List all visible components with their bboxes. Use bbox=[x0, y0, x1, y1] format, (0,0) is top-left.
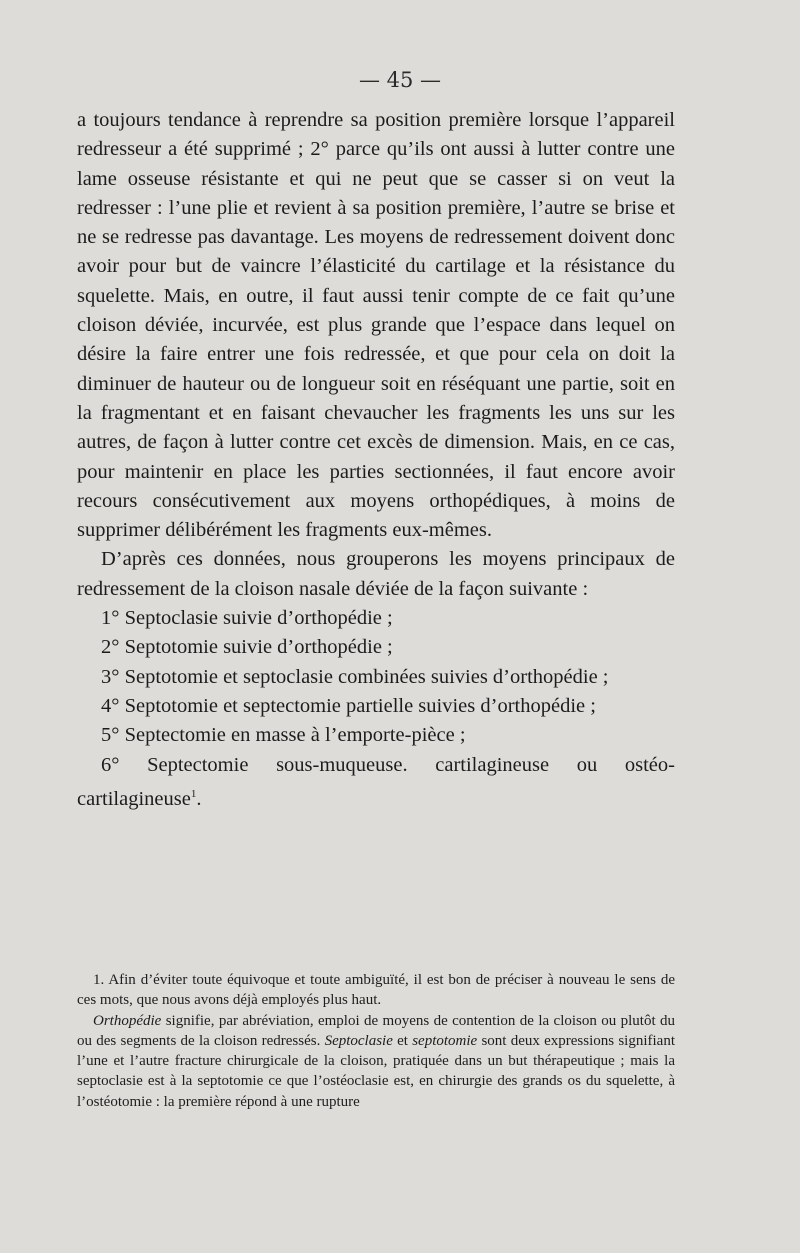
paragraph-1: a toujours tendance à reprendre sa position première lorsque l’appareil redresseur a été supprimé ; 2° parce qu’ils ont aussi à lutter contre une lame osseuse résistante et qui ne peut que se casser si on veut la redresser : l’une plie et revient à sa position première, l’autre se brise et ne se redresse pas davantage. Les moyens de redressement doivent donc avoir pour but de vaincre l’élasticité du cartilage et la résistance du squelette. Mais, en outre, il faut aussi tenir compte de ce fait qu’une cloison déviée, incurvée, est plus grande que l’espace dans lequel on désire la faire entrer une fois redressée, et que pour cela on doit la diminuer de hauteur ou de longueur soit en réséquant une partie, soit en la fragmentant et en faisant chevaucher les fragments les uns sur les autres, de façon à lutter contre cet excès de dimension. Mais, en ce cas, pour maintenir en place les parties sectionnées, il faut encore avoir recours consécutivement aux moyens orthopédiques, à moins de supprimer délibérément les fragments eux-mêmes. bbox=[77, 109, 675, 542]
footnote-paragraph-2 bbox=[77, 1011, 675, 1112]
list-item: 5° Septectomie en masse à l’emporte-pièce ; bbox=[101, 724, 466, 747]
list-item bbox=[77, 751, 675, 814]
list-item-end: . bbox=[196, 787, 202, 810]
main-text bbox=[77, 106, 675, 814]
term-septotomie: septotomie bbox=[412, 1032, 478, 1049]
footnote-text-2a: signifie, par abréviation, emploi de moyens de contention de la cloison ou plutôt du ou des segments de la cloison redressés. bbox=[77, 1012, 675, 1049]
list-item: 4° Septotomie et septectomie partielle suivies d’orthopédie ; bbox=[101, 694, 596, 717]
paragraph-2: D’après ces données, nous grouperons les moyens principaux de redressement de la cloison nasale déviée de la façon suivante : bbox=[77, 548, 675, 600]
list-item: 1° Septoclasie suivie d’orthopédie ; bbox=[101, 607, 393, 630]
footnote bbox=[77, 970, 675, 1112]
footnote-marker: 1. bbox=[93, 972, 105, 988]
footnote-text-2c: sont deux expressions signifiant l’une et l’autre fracture chirurgicale de la cloison, pratiquée dans un but thérapeutique ; mais la septoclasie est à la septotomie ce que l’ostéoclasie est, en chirurgie des grands os du squelette, à l’ostéotomie : la première répond à une rupture bbox=[77, 1032, 675, 1110]
footnote-reference: 1 bbox=[190, 787, 197, 800]
list-item: 2° Septotomie suivie d’orthopédie ; bbox=[101, 636, 393, 659]
list-item: 3° Septotomie et septoclasie combinées suivies d’orthopédie ; bbox=[101, 665, 609, 688]
term-septoclasie: Septoclasie bbox=[324, 1032, 393, 1049]
term-orthopedie: Orthopédie bbox=[93, 1012, 162, 1029]
procedure-list bbox=[77, 604, 675, 814]
page-number: — 45 — bbox=[358, 68, 442, 92]
list-item-text: 6° Septectomie sous-muqueuse. cartilagineuse ou ostéo-cartilagineuse bbox=[77, 753, 675, 810]
footnote-text-1: Afin d’éviter toute équivoque et toute ambiguïté, il est bon de préciser à nouveau le sens de ces mots, que nous avons déjà employés plus haut. bbox=[77, 972, 675, 1009]
footnote-paragraph-1 bbox=[77, 970, 675, 1011]
footnote-text-2b: et bbox=[392, 1032, 413, 1049]
